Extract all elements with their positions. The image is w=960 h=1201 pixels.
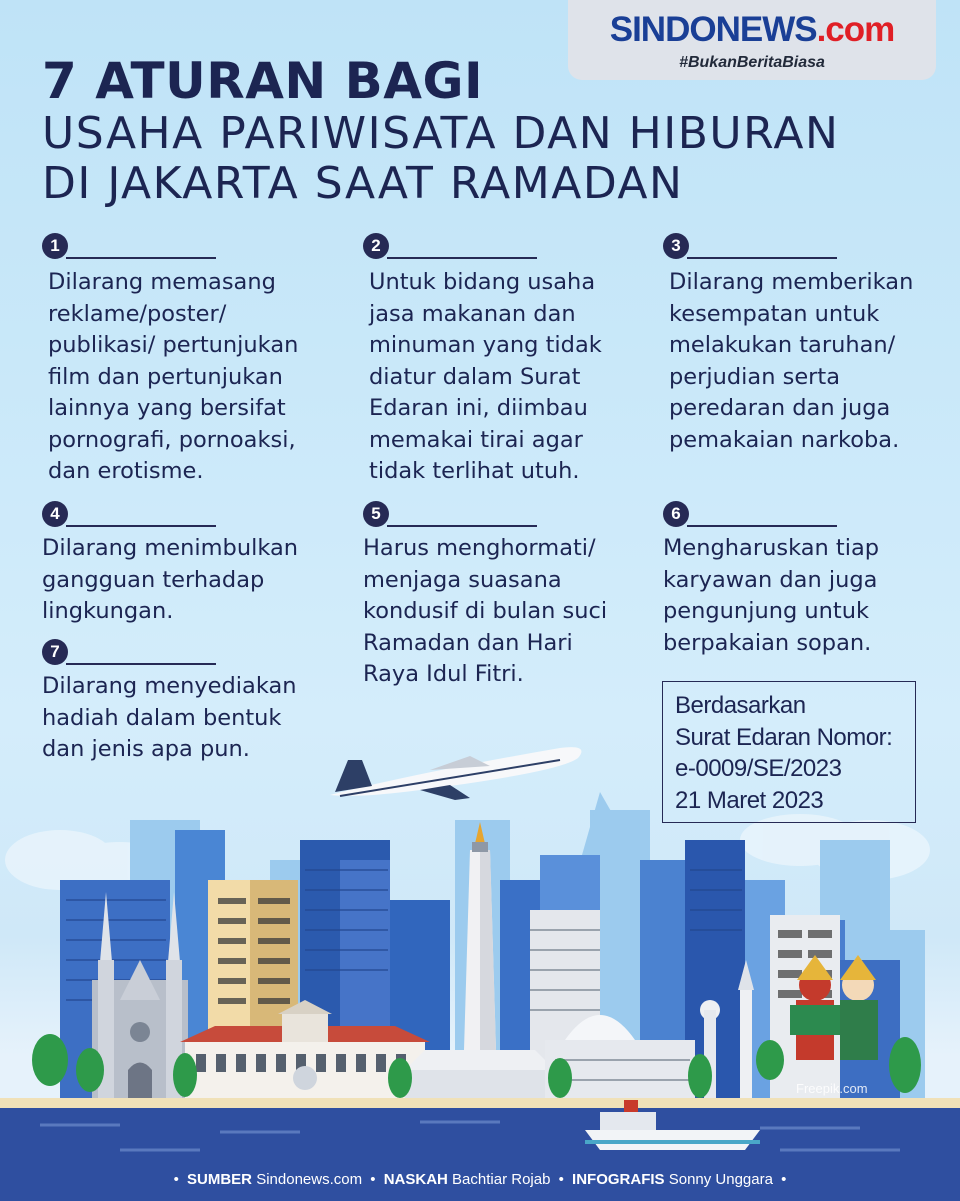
brand-logo: SINDONEWS.com [609,10,895,49]
footer-graphic-label: INFOGRAFIS [572,1171,665,1188]
freepik-watermark: Freepik.com [796,1081,868,1096]
rule-number-badge: 3 [663,233,689,259]
rule-divider [66,257,216,259]
airplane-icon [330,747,581,800]
basis-line-4: 21 Maret 2023 [675,786,824,814]
basis-line-2: Surat Edaran Nomor: [675,723,893,751]
rule-divider [687,257,837,259]
rule-item-6 [663,501,958,659]
rule-number-badge: 7 [42,639,68,665]
legal-basis-box [662,681,916,823]
rule-item-2 [363,233,653,488]
rule-text: Dilarang memberikan kesempatan untuk melakukan taruhan/ perjudian serta peredaran dan juga pemakaian narkoba. [669,269,914,453]
shoreline [0,1098,960,1108]
rule-item-3 [663,233,958,456]
footer-source-value: Sindonews.com [256,1171,363,1188]
rule-divider [66,525,216,527]
rule-divider [387,257,537,259]
rule-text: Dilarang menimbulkan gangguan terhadap lingkungan. [42,535,299,624]
footer-source-label: SUMBER [187,1171,253,1188]
rule-text: Dilarang memasang reklame/poster/ publikasi/ pertunjukan film dan pertunjukan lainnya yang bersifat pornografi, pornoaksi, dan erotisme. [48,269,299,484]
rule-item-7 [42,639,342,766]
rule-text: Dilarang menyediakan hadiah dalam bentuk dan jenis apa pun. [42,673,297,762]
rule-number-badge: 5 [363,501,389,527]
title-line-1: 7 ATURAN BAGI [42,52,484,110]
basis-line-1: Berdasarkan [675,692,806,719]
rule-number-badge: 1 [42,233,68,259]
footer-credits: • SUMBER Sindonews.com • NASKAH Bachtiar Rojab • INFOGRAFIS Sonny Unggara • [173,1171,787,1188]
rule-item-1 [42,233,342,488]
title-line-2: USAHA PARIWISATA DAN HIBURAN [42,108,840,159]
rule-number-badge: 4 [42,501,68,527]
rule-item-4 [42,501,342,628]
footer-script-label: NASKAH [383,1171,448,1188]
rule-number-badge: 2 [363,233,389,259]
footer-graphic-value: Sonny Unggara [668,1171,773,1188]
rule-text: Harus menghormati/ menjaga suasana kondusif di bulan suci Ramadan dan Hari Raya Idul Fitri. [363,535,608,687]
title-line-3: DI JAKARTA SAAT RAMADAN [42,158,684,209]
rule-divider [66,663,216,665]
rule-item-5 [363,501,653,691]
basis-line-3: e-0009/SE/2023 [675,755,842,782]
rule-divider [687,525,837,527]
rule-text: Mengharuskan tiap karyawan dan juga pengunjung untuk berpakaian sopan. [663,535,880,656]
brand-logo-panel [568,0,936,80]
rule-number-badge: 6 [663,501,689,527]
footer-script-value: Bachtiar Rojab [452,1171,551,1188]
rule-text: Untuk bidang usaha jasa makanan dan minuman yang tidak diatur dalam Surat Edaran ini, diimbau memakai tirai agar tidak terlihat utuh. [369,269,602,484]
brand-hashtag: #BukanBeritaBiasa [679,54,825,71]
rule-divider [387,525,537,527]
